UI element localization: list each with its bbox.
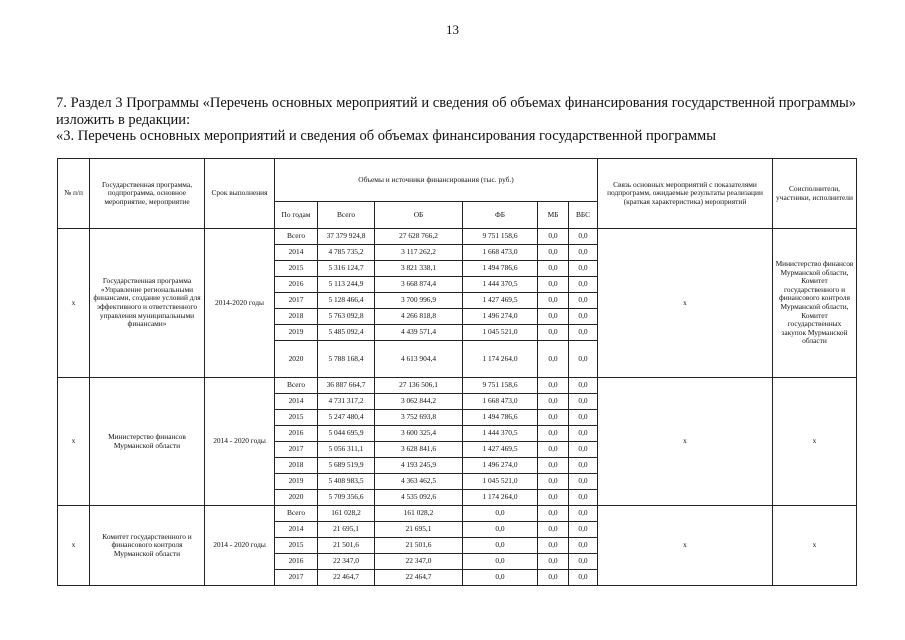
cell-program: Комитет государственного и финансового контроля Мурманской области [90, 506, 205, 586]
cell-year: 2018 [275, 309, 318, 325]
table-row [58, 229, 857, 245]
cell-fb: 1 668 473,0 [463, 245, 538, 261]
cell-year: 2017 [275, 442, 318, 458]
cell-vbs: 0,0 [569, 490, 598, 506]
cell-ob: 3 821 338,1 [375, 261, 463, 277]
cell-year: 2020 [275, 341, 318, 378]
cell-fb: 0,0 [463, 554, 538, 570]
header-volumes: Объемы и источники финансирования (тыс. руб.) [275, 159, 598, 202]
cell-ob: 4 266 818,8 [375, 309, 463, 325]
cell-mb: 0,0 [538, 394, 569, 410]
table-row [58, 506, 857, 522]
cell-fb: 1 494 786,6 [463, 410, 538, 426]
header-executors: Соисполнители, участники, исполнители [773, 159, 857, 229]
cell-executors: х [773, 506, 857, 586]
cell-ob: 3 628 841,6 [375, 442, 463, 458]
cell-year: 2015 [275, 410, 318, 426]
cell-mb: 0,0 [538, 341, 569, 378]
cell-vbs: 0,0 [569, 426, 598, 442]
cell-year: 2014 [275, 245, 318, 261]
cell-year: 2014 [275, 522, 318, 538]
cell-ob: 161 028,2 [375, 506, 463, 522]
cell-fb: 0,0 [463, 522, 538, 538]
header-by-year: По годам [275, 202, 318, 229]
cell-vbs: 0,0 [569, 538, 598, 554]
cell-ob: 3 600 325,4 [375, 426, 463, 442]
cell-fb: 9 751 158,6 [463, 229, 538, 245]
cell-num: х [58, 229, 90, 378]
cell-year: 2015 [275, 538, 318, 554]
cell-vbs: 0,0 [569, 309, 598, 325]
cell-year: Всего [275, 229, 318, 245]
cell-executors: х [773, 378, 857, 506]
section-heading: 7. Раздел 3 Программы «Перечень основных мероприятий и сведения об объемах финансирования государственной программы» изложить в редакции: [56, 95, 856, 128]
cell-mb: 0,0 [538, 442, 569, 458]
cell-vbs: 0,0 [569, 458, 598, 474]
cell-mb: 0,0 [538, 277, 569, 293]
cell-vbs: 0,0 [569, 474, 598, 490]
cell-fb: 9 751 158,6 [463, 378, 538, 394]
cell-ob: 21 695,1 [375, 522, 463, 538]
cell-total: 22 347,0 [318, 554, 375, 570]
cell-total: 5 113 244,9 [318, 277, 375, 293]
cell-vbs: 0,0 [569, 378, 598, 394]
cell-total: 5 408 983,5 [318, 474, 375, 490]
cell-mb: 0,0 [538, 245, 569, 261]
cell-ob: 3 668 874,4 [375, 277, 463, 293]
header-ob: ОБ [375, 202, 463, 229]
cell-total: 5 763 092,8 [318, 309, 375, 325]
cell-ob: 4 439 571,4 [375, 325, 463, 341]
cell-total: 5 044 695,9 [318, 426, 375, 442]
cell-year: 2019 [275, 474, 318, 490]
cell-total: 21 695,1 [318, 522, 375, 538]
cell-program: Министерство финансов Мурманской области [90, 378, 205, 506]
cell-vbs: 0,0 [569, 506, 598, 522]
cell-total: 5 485 092,4 [318, 325, 375, 341]
cell-total: 5 247 480,4 [318, 410, 375, 426]
cell-term: 2014-2020 годы [205, 229, 275, 378]
header-mb: МБ [538, 202, 569, 229]
cell-fb: 1 444 370,5 [463, 426, 538, 442]
cell-fb: 1 174 264,0 [463, 490, 538, 506]
cell-total: 5 709 356,6 [318, 490, 375, 506]
cell-ob: 4 613 904,4 [375, 341, 463, 378]
cell-vbs: 0,0 [569, 325, 598, 341]
cell-year: Всего [275, 506, 318, 522]
cell-ob: 22 347,0 [375, 554, 463, 570]
cell-ob: 4 535 092,6 [375, 490, 463, 506]
cell-ob: 27 136 506,1 [375, 378, 463, 394]
cell-ob: 21 501,6 [375, 538, 463, 554]
cell-ob: 3 700 996,9 [375, 293, 463, 309]
cell-total: 5 128 466,4 [318, 293, 375, 309]
cell-vbs: 0,0 [569, 554, 598, 570]
cell-mb: 0,0 [538, 378, 569, 394]
cell-fb: 0,0 [463, 538, 538, 554]
cell-ob: 4 363 462,5 [375, 474, 463, 490]
cell-program: Государственная программа «Управление региональными финансами, создание условий для эффективного и ответственного управления муниципальными финансами» [90, 229, 205, 378]
cell-vbs: 0,0 [569, 277, 598, 293]
header-fb: ФБ [463, 202, 538, 229]
cell-executors: Министерство финансов Мурманской области, Комитет государственного и финансового контроля Мурманской области, Комитет государственных закупок Мурманской области [773, 229, 857, 378]
cell-vbs: 0,0 [569, 410, 598, 426]
cell-total: 5 056 311,1 [318, 442, 375, 458]
cell-term: 2014 - 2020 годы [205, 378, 275, 506]
cell-mb: 0,0 [538, 410, 569, 426]
header-num: № п/п [58, 159, 90, 229]
cell-fb: 1 668 473,0 [463, 394, 538, 410]
cell-ob: 3 117 262,2 [375, 245, 463, 261]
header-program: Государственная программа, подпрограмма, основное мероприятие, мероприятие [90, 159, 205, 229]
cell-vbs: 0,0 [569, 229, 598, 245]
cell-mb: 0,0 [538, 309, 569, 325]
cell-fb: 1 496 274,0 [463, 458, 538, 474]
cell-mb: 0,0 [538, 554, 569, 570]
cell-year: 2016 [275, 426, 318, 442]
cell-vbs: 0,0 [569, 570, 598, 586]
cell-link: х [598, 506, 773, 586]
cell-fb: 0,0 [463, 570, 538, 586]
cell-year: 2020 [275, 490, 318, 506]
cell-total: 4 785 735,2 [318, 245, 375, 261]
cell-total: 5 788 168,4 [318, 341, 375, 378]
cell-total: 5 316 124,7 [318, 261, 375, 277]
financing-table [57, 158, 857, 586]
cell-mb: 0,0 [538, 474, 569, 490]
cell-mb: 0,0 [538, 506, 569, 522]
cell-total: 36 887 664,7 [318, 378, 375, 394]
cell-total: 21 501,6 [318, 538, 375, 554]
cell-mb: 0,0 [538, 538, 569, 554]
header-vbs: ВБС [569, 202, 598, 229]
cell-year: 2014 [275, 394, 318, 410]
cell-year: 2019 [275, 325, 318, 341]
cell-fb: 1 045 521,0 [463, 474, 538, 490]
cell-year: 2018 [275, 458, 318, 474]
cell-fb: 1 427 469,5 [463, 293, 538, 309]
cell-ob: 4 193 245,9 [375, 458, 463, 474]
cell-fb: 1 427 469,5 [463, 442, 538, 458]
cell-total: 4 731 317,2 [318, 394, 375, 410]
cell-mb: 0,0 [538, 522, 569, 538]
table-row [58, 378, 857, 394]
cell-ob: 27 628 766,2 [375, 229, 463, 245]
cell-ob: 3 062 844,2 [375, 394, 463, 410]
cell-year: 2015 [275, 261, 318, 277]
cell-fb: 1 174 264,0 [463, 341, 538, 378]
cell-total: 5 689 519,9 [318, 458, 375, 474]
cell-year: 2017 [275, 293, 318, 309]
cell-mb: 0,0 [538, 426, 569, 442]
cell-total: 22 464,7 [318, 570, 375, 586]
cell-mb: 0,0 [538, 325, 569, 341]
cell-vbs: 0,0 [569, 245, 598, 261]
cell-fb: 1 496 274,0 [463, 309, 538, 325]
cell-fb: 1 444 370,5 [463, 277, 538, 293]
cell-ob: 22 464,7 [375, 570, 463, 586]
cell-year: 2016 [275, 277, 318, 293]
cell-vbs: 0,0 [569, 341, 598, 378]
header-term: Срок выполнения [205, 159, 275, 229]
table-body [58, 229, 857, 586]
cell-total: 161 028,2 [318, 506, 375, 522]
cell-vbs: 0,0 [569, 522, 598, 538]
cell-mb: 0,0 [538, 570, 569, 586]
cell-fb: 0,0 [463, 506, 538, 522]
table-title: «3. Перечень основных мероприятий и сведения об объемах финансирования государственной программы [56, 128, 716, 144]
header-total: Всего [318, 202, 375, 229]
header-link: Связь основных мероприятий с показателями подпрограмм, ожидаемые результаты реализации (краткая характеристика) мероприятий [598, 159, 773, 229]
cell-mb: 0,0 [538, 229, 569, 245]
cell-link: х [598, 229, 773, 378]
cell-term: 2014 - 2020 годы [205, 506, 275, 586]
cell-vbs: 0,0 [569, 394, 598, 410]
cell-total: 37 379 924,8 [318, 229, 375, 245]
cell-mb: 0,0 [538, 261, 569, 277]
cell-ob: 3 752 693,8 [375, 410, 463, 426]
cell-year: 2016 [275, 554, 318, 570]
cell-mb: 0,0 [538, 293, 569, 309]
cell-fb: 1 494 786,6 [463, 261, 538, 277]
cell-mb: 0,0 [538, 490, 569, 506]
cell-year: Всего [275, 378, 318, 394]
cell-vbs: 0,0 [569, 261, 598, 277]
cell-mb: 0,0 [538, 458, 569, 474]
cell-vbs: 0,0 [569, 293, 598, 309]
cell-link: х [598, 378, 773, 506]
cell-num: х [58, 506, 90, 586]
page-number: 13 [446, 22, 459, 37]
cell-num: х [58, 378, 90, 506]
cell-year: 2017 [275, 570, 318, 586]
cell-fb: 1 045 521,0 [463, 325, 538, 341]
cell-vbs: 0,0 [569, 442, 598, 458]
